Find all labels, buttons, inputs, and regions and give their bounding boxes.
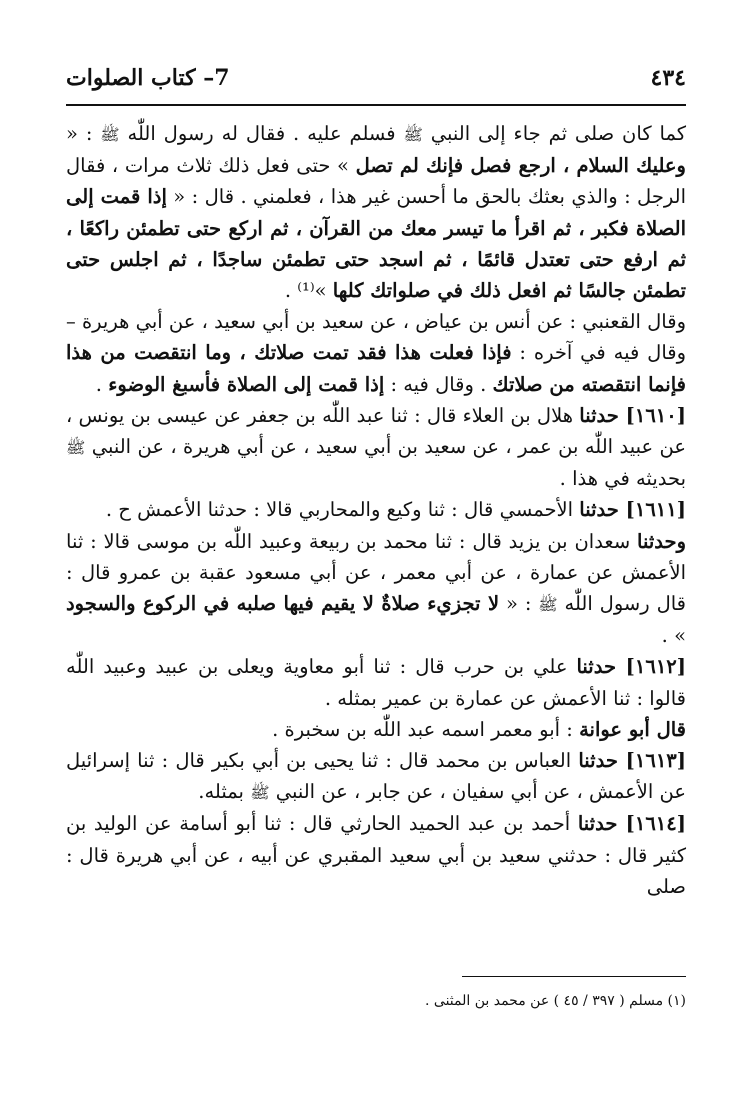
- page-number: ٤٣٤: [650, 65, 686, 91]
- text-run: ﷺ: [250, 783, 270, 803]
- paragraph: [66, 526, 686, 652]
- text-run: علي بن حرب قال : ثنا أبو معاوية ويعلى بن عبيد وعبيد اللّٰه قالوا : ثنا الأعمش عن عمارة بن عمير بمثله .: [66, 655, 686, 710]
- text-run: » حتى فعل ذلك ثلاث مرات ، فقال الرجل : والذي بعثك بالحق ما أحسن غير هذا ، فعلمني . قال : «: [66, 154, 686, 209]
- text-run: العباس بن محمد قال : ثنا يحيى بن أبي بكير قال : ثنا إسرائيل عن الأعمش ، عن أبي سفيان ، عن جابر ، عن النبي: [66, 749, 686, 804]
- bold-text: لا تجزيء صلاةٌ لا يقيم فيها صلبه في الركوع والسجود: [66, 592, 500, 616]
- text-run: : «: [66, 122, 101, 145]
- text-run: .: [95, 372, 109, 396]
- bold-text: فإذا فعلت هذا فقد تمت صلاتك ، وما انتقصت من هذا فإنما انتقصته من صلاتك: [66, 341, 686, 396]
- bold-text: وحدثنا: [637, 529, 686, 553]
- text-run: هلال بن العلاء قال : ثنا عبد اللّٰه بن جعفر عن عيسى بن يونس ، عن عبيد اللّٰه بن عمر ، عن سعيد بن أبي سعيد ، عن أبي هريرة ، عن النبي: [66, 403, 686, 459]
- bold-text: [١٦١٢] حدثنا: [576, 655, 687, 679]
- text-run: فسلم عليه . فقال له رسول اللّٰه: [119, 122, 404, 145]
- text-run: كما كان صلى ثم جاء إلى النبي: [422, 122, 686, 145]
- text-run: ﷺ: [538, 595, 558, 615]
- paragraph: [66, 400, 686, 495]
- bold-text: وعليك السلام ، ارجع فصل فإنك لم تصل: [355, 154, 686, 178]
- text-run: » .: [661, 624, 686, 648]
- bold-text: إذا قمت إلى الصلاة فأسبغ الوضوء: [108, 372, 385, 396]
- paragraph: [66, 494, 686, 525]
- text-run: ﷺ: [403, 125, 423, 144]
- text-run: سعدان بن يزيد قال : ثنا محمد بن ربيعة وعبيد اللّٰه بن موسى قالا : ثنا الأعمش عن عمارة ، عن أبي معمر ، عن أبي مسعود عقبة بن عمرو قال : قال رسول اللّٰه: [66, 529, 686, 616]
- text-run: . وقال فيه :: [384, 372, 493, 396]
- text-run: : «: [499, 592, 539, 616]
- text-run: ﷺ: [100, 125, 120, 144]
- paragraph: [66, 306, 686, 400]
- text-run: بمثله.: [198, 780, 251, 804]
- chapter-title: 7– كتاب الصلوات: [66, 65, 230, 91]
- bold-text: إذا قمت إلى الصلاة فكبر ، ثم اقرأ ما تيسر معك من القرآن ، ثم اركع حتى تطمئن راكعًا ، ثم ارفع حتى تعتدل قائمًا ، ثم اسجد حتى تطمئن ساجدًا ، ثم اجلس حتى تطمئن جالسًا ثم افعل ذلك في صلواتك كلها: [66, 185, 686, 303]
- paragraph: [66, 651, 686, 713]
- bold-text: [١٦١٤] حدثنا: [577, 812, 686, 836]
- text-run: أحمد بن عبد الحميد الحارثي قال : ثنا أبو أسامة عن الوليد بن كثير قال : حدثني سعيد بن أبي سعيد المقبري عن أبيه ، عن أبي هريرة قال : صلى: [66, 812, 686, 898]
- paragraph: [66, 714, 686, 745]
- bold-text: قال أبو عوانة: [579, 717, 686, 741]
- bold-text: [١٦١٣] حدثنا: [578, 749, 687, 773]
- footnote-rule: [462, 976, 686, 977]
- text-run: وقال القعنبي : عن أنس بن عياض ، عن سعيد بن أبي سعيد ، عن أبي هريرة – وقال فيه في آخره :: [66, 310, 686, 365]
- footnote: (١) مسلم ( ٣٩٧ / ٤٥ ) عن محمد بن المثنى .: [425, 993, 686, 1009]
- text-run: بحديثه في هذا .: [559, 467, 686, 491]
- paragraph: [66, 745, 686, 808]
- text-run: ﷺ: [66, 438, 86, 458]
- text-run: »⁽¹⁾ .: [284, 279, 333, 303]
- paragraph: [66, 118, 686, 306]
- page-header: [66, 56, 686, 100]
- header-rule: [66, 104, 686, 106]
- paragraph: [66, 808, 686, 902]
- bold-text: [١٦١٠] حدثنا: [579, 403, 686, 427]
- text-run: : أبو معمر اسمه عبد اللّٰه بن سخبرة .: [272, 717, 580, 741]
- document-body: [66, 118, 686, 902]
- bold-text: [١٦١١] حدثنا: [579, 498, 686, 522]
- text-run: الأحمسي قال : ثنا وكيع والمحاربي قالا : حدثنا الأعمش ح .: [105, 498, 580, 522]
